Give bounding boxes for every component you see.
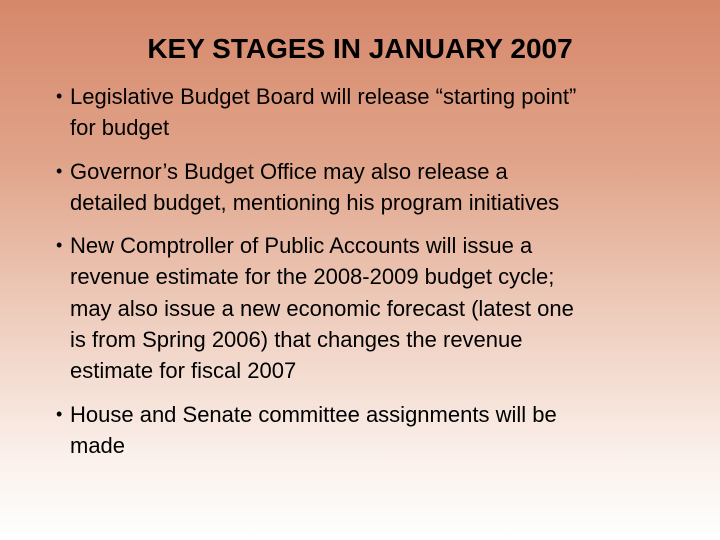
bullet-item [56, 81, 696, 144]
bullet-text: estimate for fiscal 2007 [70, 358, 297, 384]
bullet-text: detailed budget, mentioning his program initiatives [70, 189, 560, 215]
bullet-text: for budget [70, 115, 170, 141]
bullet-icon: • [56, 235, 63, 256]
bullet-item [56, 399, 696, 462]
slide-title: KEY STAGES IN JANUARY 2007 [147, 33, 573, 64]
bullet-text: made [70, 432, 126, 458]
bullet-item [56, 156, 696, 219]
bullet-text: may also issue a new economic forecast (latest one [70, 295, 574, 321]
bullet-icon: • [56, 86, 63, 106]
bullet-icon: • [56, 403, 63, 424]
bullet-text: revenue estimate for the 2008-2009 budget cycle; [70, 264, 555, 290]
bullet-list [56, 81, 696, 473]
bullet-text: is from Spring 2006) that changes the revenue [70, 327, 523, 353]
bullet-text: New Comptroller of Public Accounts will issue a [70, 233, 533, 259]
bullet-item [56, 230, 696, 386]
bullet-text: House and Senate committee assignments will be [70, 401, 557, 427]
bullet-text: Governor’s Budget Office may also release a [70, 158, 508, 184]
bullet-text: Legislative Budget Board will release “starting point” [70, 84, 577, 109]
bullet-icon: • [56, 160, 63, 181]
